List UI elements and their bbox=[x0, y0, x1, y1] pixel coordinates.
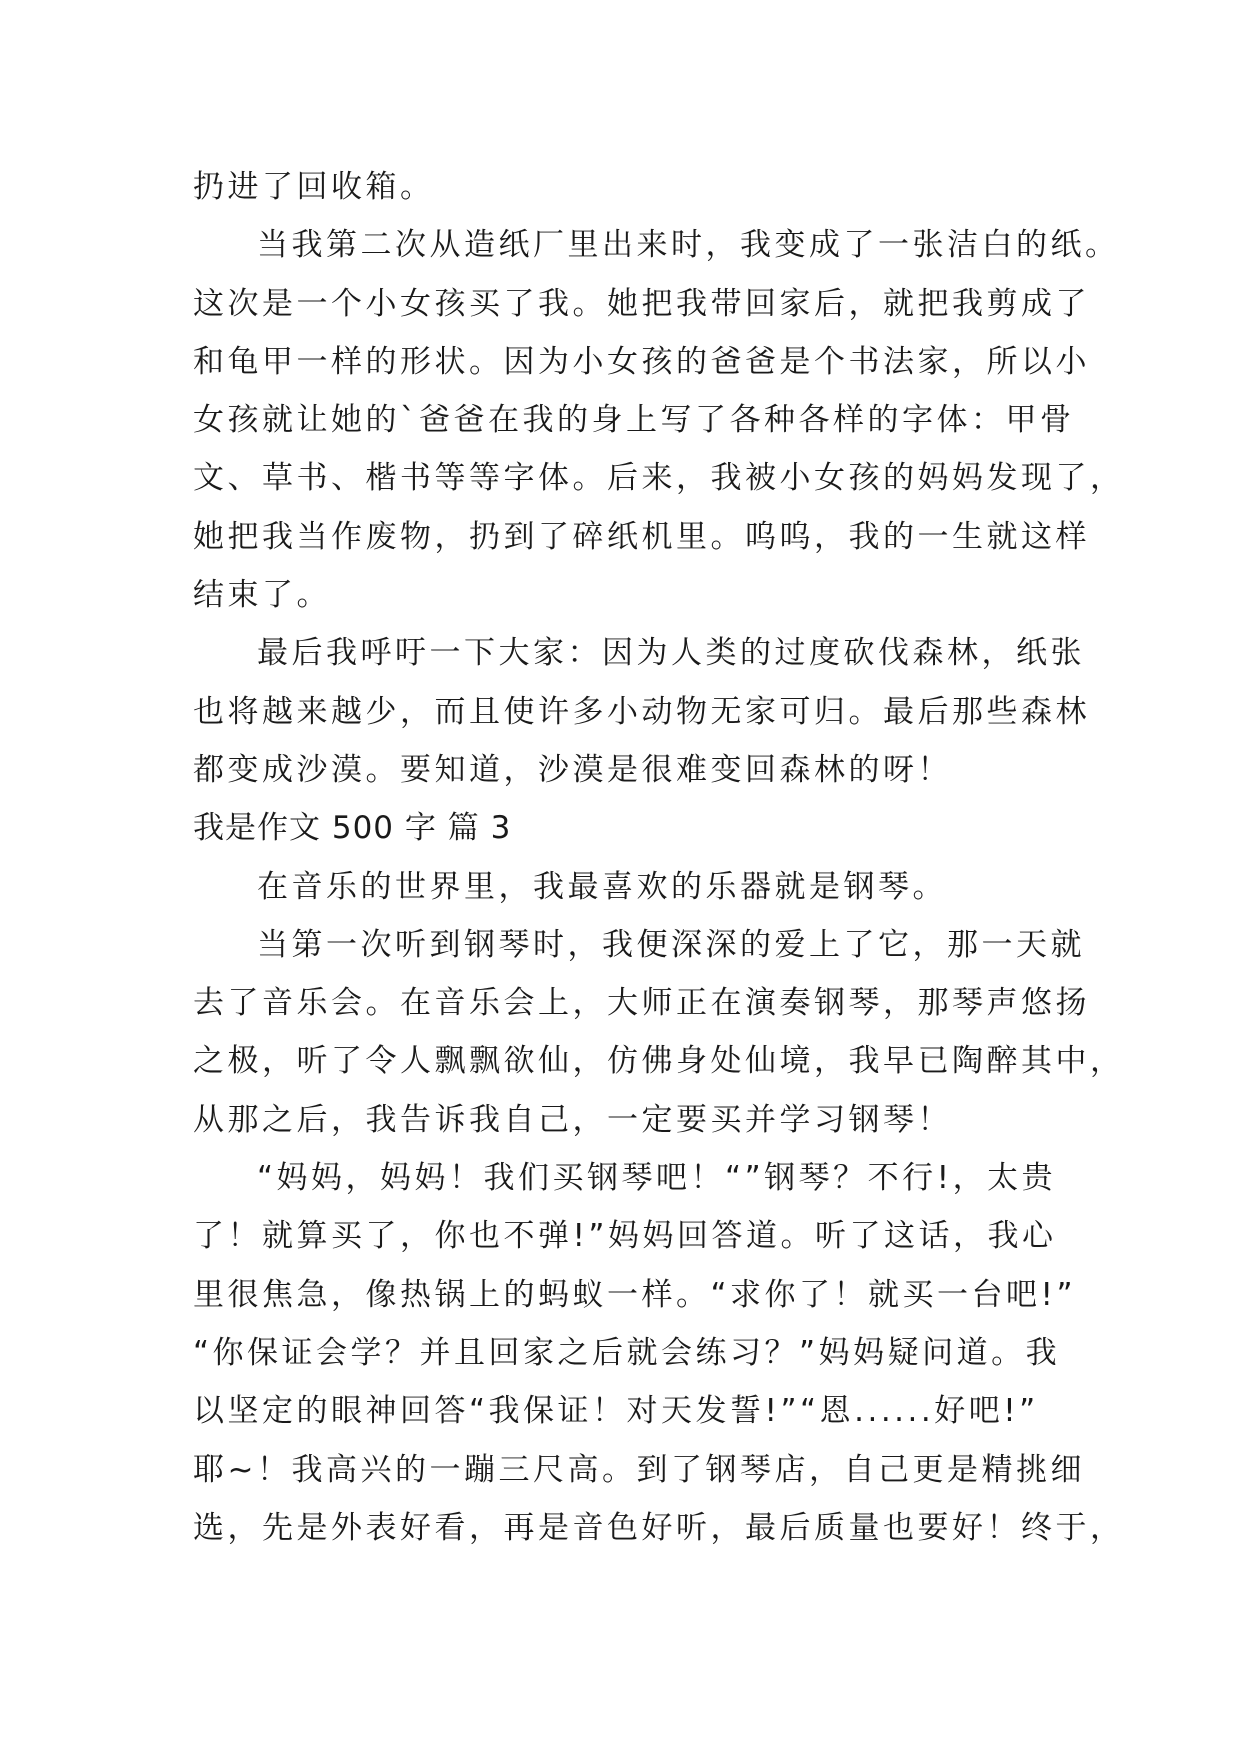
paragraph-start-line: 当我第二次从造纸厂里出来时，我变成了一张洁白的纸。 bbox=[257, 227, 1120, 264]
text-line: 结束了。 bbox=[193, 577, 331, 614]
section-heading: 我是作文 500 字 篇 3 bbox=[193, 810, 512, 847]
text-line: 也将越来越少，而且使许多小动物无家可归。最后那些森林 bbox=[193, 693, 1090, 730]
text-line: 扔进了回收箱。 bbox=[193, 169, 435, 205]
text-line: 女孩就让她的`爸爸在我的身上写了各种各样的字体：甲骨 bbox=[193, 402, 1075, 439]
text-line: 和龟甲一样的形状。因为小女孩的爸爸是个书法家，所以小 bbox=[193, 343, 1090, 380]
text-line: 选，先是外表好看，再是音色好听，最后质量也要好！终于， bbox=[193, 1509, 1125, 1546]
text-line: 以坚定的眼神回答“我保证！对天发誓!”“恩......好吧!” bbox=[193, 1393, 1039, 1430]
text-line: 从那之后，我告诉我自己，一定要买并学习钢琴！ bbox=[193, 1101, 952, 1138]
text-line: 文、草书、楷书等等字体。后来，我被小女孩的妈妈发现了， bbox=[193, 460, 1125, 497]
paragraph-start-line: 在音乐的世界里，我最喜欢的乐器就是钢琴。 bbox=[257, 868, 947, 905]
text-line: 了！就算买了，你也不弹!”妈妈回答道。听了这话，我心 bbox=[193, 1218, 1057, 1255]
text-line: 之极，听了令人飘飘欲仙，仿佛身处仙境，我早已陶醉其中， bbox=[193, 1043, 1125, 1080]
text-line: 她把我当作废物，扔到了碎纸机里。呜呜，我的一生就这样 bbox=[193, 518, 1090, 555]
paragraph-start-line: “妈妈，妈妈！我们买钢琴吧！“”钢琴？不行!，太贵 bbox=[257, 1160, 1057, 1197]
paragraph-start-line: 最后我呼吁一下大家：因为人类的过度砍伐森林，纸张 bbox=[257, 635, 1085, 672]
text-line: 这次是一个小女孩买了我。她把我带回家后，就把我剪成了 bbox=[193, 285, 1090, 322]
paragraph-start-line: 当第一次听到钢琴时，我便深深的爱上了它，那一天就 bbox=[257, 926, 1085, 963]
text-line: 去了音乐会。在音乐会上，大师正在演奏钢琴，那琴声悠扬 bbox=[193, 985, 1090, 1022]
text-line: “你保证会学？并且回家之后就会练习？”妈妈疑问道。我 bbox=[193, 1334, 1061, 1371]
text-line: 都变成沙漠。要知道，沙漠是很难变回森林的呀！ bbox=[193, 751, 952, 788]
text-line: 里很焦急，像热锅上的蚂蚁一样。“求你了！就买一台吧!” bbox=[193, 1276, 1077, 1313]
essay-body bbox=[193, 158, 1125, 1557]
text-line: 耶~！我高兴的一蹦三尺高。到了钢琴店，自己更是精挑细 bbox=[193, 1451, 1085, 1488]
